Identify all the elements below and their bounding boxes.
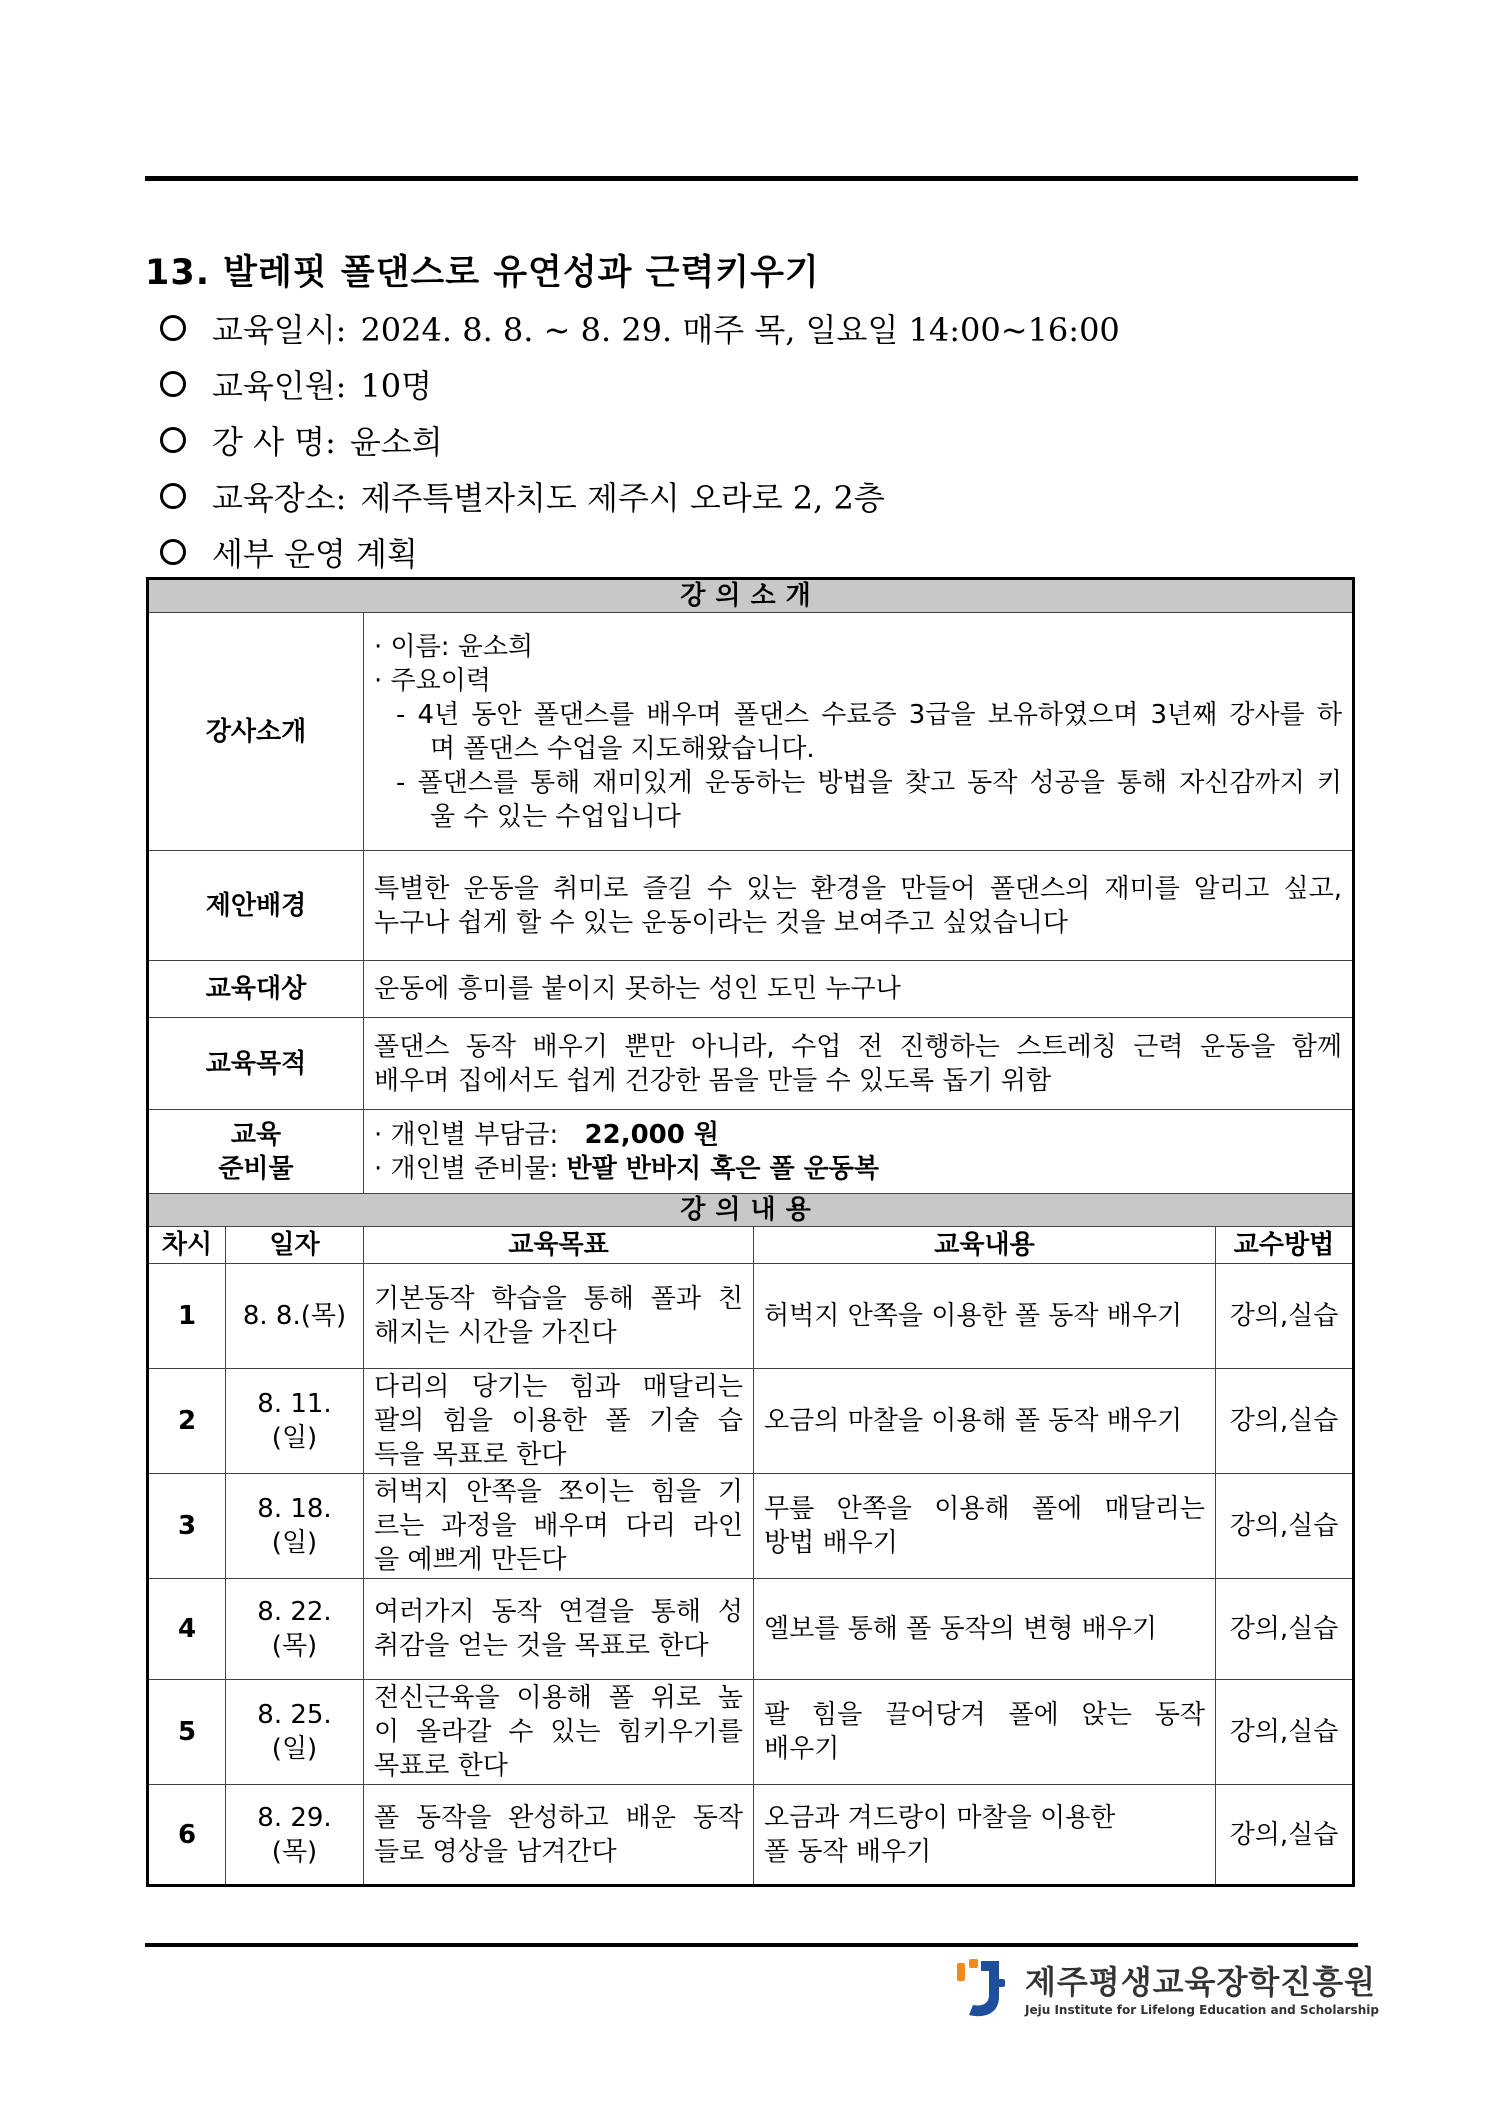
jeju-institute-logo-icon	[955, 1957, 1015, 2023]
session-number: 6	[148, 1785, 226, 1886]
session-content	[754, 1785, 1216, 1886]
goal-line: 취감을 얻는 것을 목표로 한다	[374, 1631, 709, 1661]
info-label: 세부 운영 계획	[212, 535, 418, 573]
col-header-date: 일자	[226, 1227, 364, 1264]
top-rule	[145, 176, 1358, 181]
table-row	[148, 1680, 1354, 1785]
session-date: 8. 25.(일)	[226, 1680, 364, 1785]
background-label: 제안배경	[148, 851, 364, 961]
goal-line: 폴 동작을 완성하고 배운 동작	[374, 1802, 743, 1833]
institute-logo	[955, 1955, 1379, 2025]
content-line: 폴 동작 배우기	[764, 1836, 932, 1867]
career-item-1-cont: 며 폴댄스 수업을 지도해왔습니다.	[430, 733, 815, 764]
info-instructor	[160, 412, 1120, 468]
supplies-label-line: 준비물	[218, 1153, 294, 1184]
goal-line: 허벅지 안쪽을 쪼이는 힘을 기	[374, 1477, 743, 1507]
background-line: 특별한 운동을 취미로 즐길 수 있는 환경을 만들어 폴댄스의 재미를 알리고 싶고,	[374, 873, 1343, 904]
session-method: 강의,실습	[1216, 1680, 1354, 1785]
info-value: 윤소희	[349, 423, 443, 461]
session-method: 강의,실습	[1216, 1264, 1354, 1369]
content-line: 엘보를 통해 폴 동작의 변형 배우기	[764, 1614, 1157, 1644]
session-content	[754, 1264, 1216, 1369]
section-title: 13. 발레핏 폴댄스로 유연성과 근력키우기	[145, 253, 820, 293]
info-list	[160, 300, 1120, 580]
circle-bullet-icon	[160, 371, 186, 397]
goal-line: 여러가지 동작 연결을 통해 성	[374, 1597, 743, 1627]
fee-value: 22,000 원	[584, 1119, 720, 1150]
background-body	[364, 851, 1354, 961]
content-line: 방법 배우기	[764, 1528, 898, 1558]
course-plan-table	[146, 577, 1355, 1887]
session-date: 8. 11.(일)	[226, 1369, 364, 1474]
circle-bullet-icon	[160, 539, 186, 565]
org-name-en: Jeju Institute for Lifelong Education and Scholarship	[1025, 2003, 1379, 2017]
col-header-session: 차시	[148, 1227, 226, 1264]
career-item-2-cont: 울 수 있는 수업입니다	[430, 801, 681, 832]
goal-line: 해지는 시간을 가진다	[374, 1318, 617, 1348]
info-value: 2024. 8. 8. ~ 8. 29. 매주 목, 일요일 14:00~16:00	[360, 311, 1120, 349]
info-date	[160, 300, 1120, 356]
content-line: 팔 힘을 끌어당겨 폴에 앉는 동작	[764, 1700, 1205, 1730]
session-goal	[364, 1785, 754, 1886]
intro-band: 강의소개	[148, 579, 1354, 613]
session-date: 8. 8.(목)	[226, 1264, 364, 1369]
instructor-label: 강사소개	[148, 613, 364, 851]
career-item-2: - 폴댄스를 통해 재미있게 운동하는 방법을 찾고 동작 성공을 통해 자신감까지 키	[396, 767, 1343, 798]
bottom-rule	[145, 1943, 1358, 1947]
purpose-label: 교육목적	[148, 1018, 364, 1110]
content-line: 오금과 겨드랑이 마찰을 이용한	[764, 1802, 1116, 1833]
info-plan	[160, 524, 1120, 580]
session-date: 8. 29.(목)	[226, 1785, 364, 1886]
session-method: 강의,실습	[1216, 1474, 1354, 1579]
session-goal	[364, 1579, 754, 1680]
table-row	[148, 1369, 1354, 1474]
session-content	[754, 1680, 1216, 1785]
table-row	[148, 1264, 1354, 1369]
circle-bullet-icon	[160, 483, 186, 509]
instructor-name: · 이름: 윤소희	[374, 631, 534, 662]
session-method: 강의,실습	[1216, 1579, 1354, 1680]
goal-line: 르는 과정을 배우며 다리 라인	[374, 1511, 743, 1541]
goal-line: 이 올라갈 수 있는 힘키우기를	[374, 1717, 743, 1747]
session-content	[754, 1474, 1216, 1579]
instructor-body	[364, 613, 1354, 851]
goal-line: 들로 영상을 남겨간다	[374, 1836, 617, 1867]
items-value: 반팔 반바지 혹은 폴 운동복	[566, 1153, 879, 1184]
session-method: 강의,실습	[1216, 1785, 1354, 1886]
target-label: 교육대상	[148, 961, 364, 1018]
fee-line	[374, 1118, 1342, 1152]
goal-line: 다리의 당기는 힘과 매달리는	[374, 1372, 743, 1402]
goal-line: 득을 목표로 한다	[374, 1440, 567, 1470]
session-date: 8. 22.(목)	[226, 1579, 364, 1680]
circle-bullet-icon	[160, 315, 186, 341]
target-text: 운동에 흥미를 붙이지 못하는 성인 도민 누구나	[364, 961, 1354, 1018]
session-method: 강의,실습	[1216, 1369, 1354, 1474]
info-label: 교육일시:	[212, 311, 347, 349]
table-row	[148, 1579, 1354, 1680]
career-item-1: - 4년 동안 폴댄스를 배우며 폴댄스 수료증 3급을 보유하였으며 3년째 강사를 하	[396, 699, 1343, 730]
content-band: 강의내용	[148, 1194, 1354, 1227]
goal-line: 을 예쁘게 만든다	[374, 1545, 567, 1575]
info-value: 제주특별자치도 제주시 오라로 2, 2층	[360, 479, 885, 517]
info-label: 교육장소:	[212, 479, 347, 517]
info-label: 교육인원:	[212, 367, 347, 405]
fee-label: · 개인별 부담금:	[374, 1119, 559, 1150]
session-number: 3	[148, 1474, 226, 1579]
goal-line: 전신근육을 이용해 폴 위로 높	[374, 1683, 743, 1713]
goal-line: 기본동작 학습을 통해 폴과 친	[374, 1284, 743, 1314]
goal-line: 팔의 힘을 이용한 폴 기술 습	[374, 1406, 743, 1436]
purpose-line: 배우며 집에서도 쉽게 건강한 몸을 만들 수 있도록 돕기 위함	[374, 1065, 1052, 1096]
content-line: 무릎 안쪽을 이용해 폴에 매달리는	[764, 1494, 1205, 1524]
session-goal	[364, 1474, 754, 1579]
career-heading: · 주요이력	[374, 665, 491, 696]
session-number: 5	[148, 1680, 226, 1785]
session-goal	[364, 1264, 754, 1369]
col-header-goal: 교육목표	[364, 1227, 754, 1264]
col-header-content: 교육내용	[754, 1227, 1216, 1264]
table-row	[148, 1785, 1354, 1886]
info-capacity	[160, 356, 1120, 412]
session-goal	[364, 1680, 754, 1785]
session-number: 2	[148, 1369, 226, 1474]
content-line: 허벅지 안쪽을 이용한 폴 동작 배우기	[764, 1301, 1183, 1331]
content-line: 오금의 마찰을 이용해 폴 동작 배우기	[764, 1406, 1183, 1436]
session-number: 1	[148, 1264, 226, 1369]
org-name: 제주평생교육장학진흥원	[1025, 1963, 1377, 2001]
items-label: · 개인별 준비물:	[374, 1153, 559, 1184]
background-line: 누구나 쉽게 할 수 있는 운동이라는 것을 보여주고 싶었습니다	[374, 907, 1069, 938]
supplies-body	[364, 1110, 1354, 1194]
session-goal	[364, 1369, 754, 1474]
info-location	[160, 468, 1120, 524]
supplies-label-line: 교육	[230, 1119, 282, 1150]
info-label: 강 사 명:	[212, 423, 336, 461]
session-content	[754, 1369, 1216, 1474]
items-line	[374, 1152, 1342, 1186]
goal-line: 목표로 한다	[374, 1751, 508, 1781]
purpose-body	[364, 1018, 1354, 1110]
circle-bullet-icon	[160, 427, 186, 453]
content-line: 배우기	[764, 1734, 840, 1764]
session-date: 8. 18.(일)	[226, 1474, 364, 1579]
supplies-label	[148, 1110, 364, 1194]
table-row	[148, 1474, 1354, 1579]
session-content	[754, 1579, 1216, 1680]
purpose-line: 폴댄스 동작 배우기 뿐만 아니라, 수업 전 진행하는 스트레칭 근력 운동을 함께	[374, 1031, 1343, 1062]
info-value: 10명	[360, 367, 433, 405]
col-header-method: 교수방법	[1216, 1227, 1354, 1264]
session-number: 4	[148, 1579, 226, 1680]
